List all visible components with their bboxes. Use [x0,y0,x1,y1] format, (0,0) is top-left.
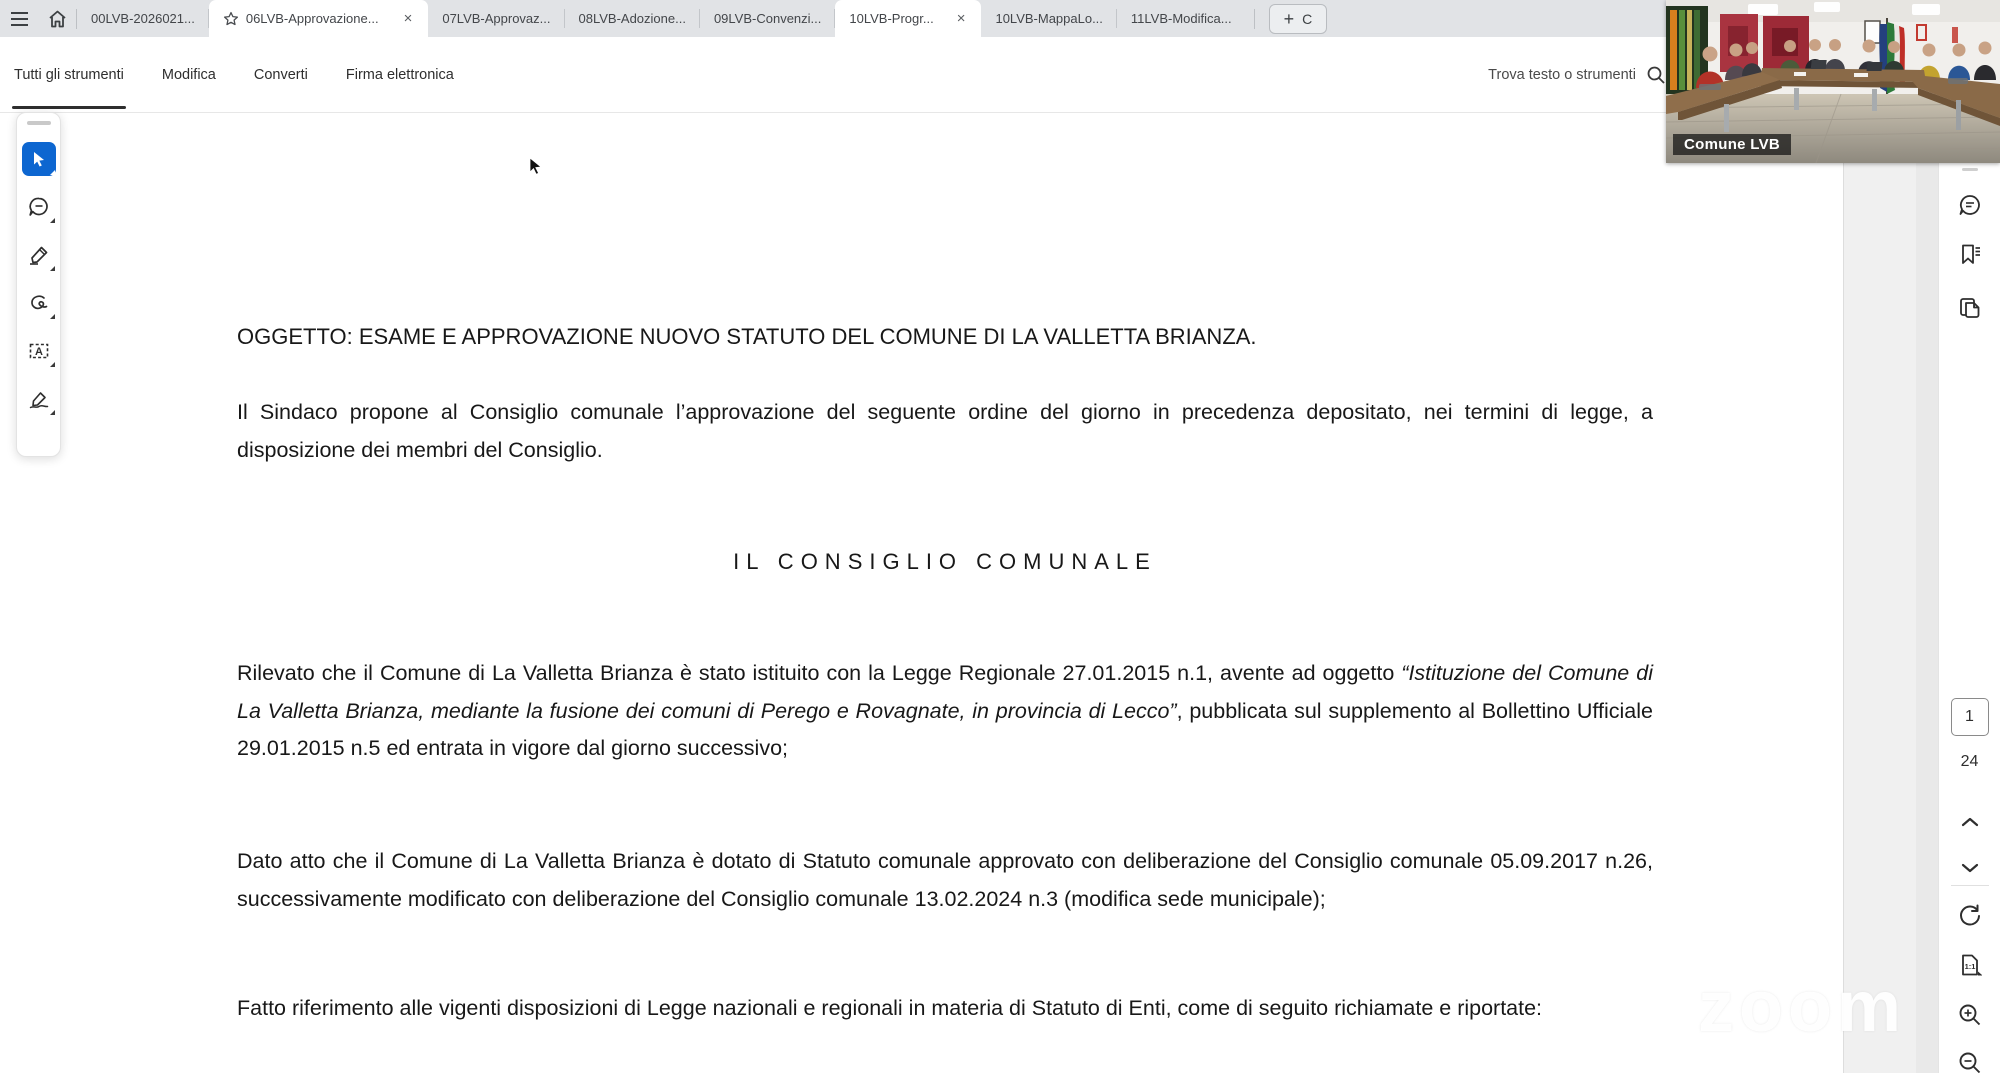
right-side-panel [1938,113,2000,1073]
select-arrow-icon [30,150,48,168]
tab-08lvb[interactable] [565,0,700,37]
add-text-icon [27,339,51,363]
doc-paragraph-2 [237,655,1653,768]
plus-icon: + [1283,8,1295,29]
panel-drag-handle[interactable] [1962,168,1978,171]
zoom-in-button[interactable] [1953,998,1987,1032]
tabbar-divider [1254,9,1255,29]
submenu-caret [50,362,55,367]
submenu-caret [50,266,55,271]
hamburger-menu-icon[interactable] [0,0,38,37]
bookmark-icon [1957,242,1983,268]
doc-subject: OGGETTO: ESAME E APPROVAZIONE NUOVO STATUTO DEL COMUNE DI LA VALLETTA BRIANZA. [237,324,1257,349]
close-icon[interactable]: × [403,10,413,27]
highlight-tool-button[interactable] [22,238,56,272]
tab-06lvb-active[interactable] [209,0,429,37]
lasso-draw-icon [27,291,51,315]
submenu-caret [50,410,55,415]
pages-icon [1957,295,1983,321]
svg-text:1:1: 1:1 [1964,962,1975,971]
doc-paragraph-1: Il Sindaco propone al Consiglio comunale l’approvazione del seguente ordine del giorno in precedenza depositato, nei termini di legge, a disposizione dei membri del Consiglio. [237,400,1653,462]
tab-label: 00LVB-2026021... [91,11,195,26]
create-label: C [1302,10,1313,27]
zoom-out-button[interactable] [1953,1046,1987,1080]
chevron-down-icon [1960,862,1980,874]
panel-drag-handle[interactable] [27,121,51,125]
page-thumbnails-button[interactable] [1953,291,1987,325]
panel-divider [1951,885,1989,886]
zoom-in-icon [1957,1002,1983,1028]
comment-icon [27,195,51,219]
tab-label: 07LVB-Approvaz... [442,11,551,26]
tab-label: 06LVB-Approvazione... [245,11,379,26]
zoom-out-icon [1957,1050,1983,1076]
tab-07lvb[interactable] [428,0,564,37]
doc-paragraph-4: Fatto riferimento alle vigenti disposizioni di Legge nazionali e regionali in materia di Statuto di Enti, come di seguito richiamate e riportate: [237,996,1543,1020]
tab-label: 08LVB-Adozione... [578,11,686,26]
page-gutter [1843,113,1916,1073]
submenu-caret [50,170,55,175]
menu-esign[interactable]: Firma elettronica [345,66,454,83]
tab-09lvb[interactable] [700,0,835,37]
comments-panel-button[interactable] [1953,188,1987,222]
tab-label: 11LVB-Modifica... [1130,11,1232,26]
select-tool-button[interactable] [22,142,56,176]
submenu-caret [50,218,55,223]
webcam-name-label: Comune LVB [1673,134,1791,155]
doc-paragraph-2-italic: “Istituzione del Comune di La Valletta Brianza, mediante la fusione dei comuni di Perego e Rovagnate, in provincia di Lecco” [237,661,1653,723]
doc-paragraph-2-pre: Rilevato che il Comune di La Valletta Brianza è stato istituito con la Legge Regionale 27.01.2015 n.1, avente ad oggetto [237,661,1402,685]
create-new-button[interactable] [1269,4,1328,34]
rotate-page-button[interactable] [1953,899,1987,933]
svg-text:A: A [34,345,43,358]
next-page-button[interactable] [1953,851,1987,885]
tab-11lvb[interactable] [1117,0,1246,37]
home-icon[interactable] [38,0,76,37]
bookmarks-panel-button[interactable] [1953,238,1987,272]
doc-paragraph-3: Dato atto che il Comune di La Valletta Brianza è dotato di Statuto comunale approvato con deliberazione del Consiglio comunale 05.09.2017 n.26, successivamente modificato con deliberazione del Consiglio comunale 13.02.2024 n.3 (modifica sede municipale); [237,849,1653,911]
meeting-video-overlay [1666,0,2000,163]
star-icon[interactable] [223,11,239,27]
tab-label: 09LVB-Convenzi... [713,11,822,26]
add-text-tool-button[interactable] [22,334,56,368]
tab-label: 10LVB-MappaLo... [995,11,1103,26]
current-page-input[interactable]: 1 [1951,698,1989,736]
zoom-watermark: zoom [1698,967,1906,1047]
highlighter-icon [27,243,51,267]
vertical-scrollbar[interactable] [1916,113,1938,1073]
tab-00lvb[interactable] [77,0,209,37]
quick-tools-panel [16,112,61,457]
menu-edit[interactable]: Modifica [161,66,216,83]
signature-pen-icon [27,387,51,411]
close-icon[interactable]: × [956,10,966,27]
previous-page-button[interactable] [1953,805,1987,839]
search-placeholder: Trova testo o strumenti [1488,67,1636,83]
draw-tool-button[interactable] [22,286,56,320]
comment-tool-button[interactable] [22,190,56,224]
fill-sign-tool-button[interactable] [22,382,56,416]
tab-10lvb-progr[interactable] [835,0,981,37]
menu-all-tools[interactable]: Tutti gli strumenti [14,66,124,83]
total-pages-label: 24 [1960,753,1979,770]
actual-size-button[interactable] [1953,948,1987,982]
rotate-refresh-icon [1957,903,1983,929]
tab-10lvb-mappa[interactable] [981,0,1116,37]
chevron-up-icon [1960,816,1980,828]
actual-size-icon [1957,952,1983,978]
doc-paragraph-2-post: , pubblicata sul supplemento al Bollettino Ufficiale 29.01.2015 n.5 ed entrata in vigore dal giorno successivo; [237,698,1653,760]
tab-label: 10LVB-Progr... [849,11,934,26]
pdf-page[interactable] [0,113,1843,1073]
doc-heading: IL CONSIGLIO COMUNALE [733,549,1157,574]
menu-convert[interactable]: Converti [253,66,308,83]
submenu-caret [50,314,55,319]
comment-icon [1957,192,1983,218]
search-icon [1646,65,1666,85]
search-input[interactable] [1488,65,1666,85]
